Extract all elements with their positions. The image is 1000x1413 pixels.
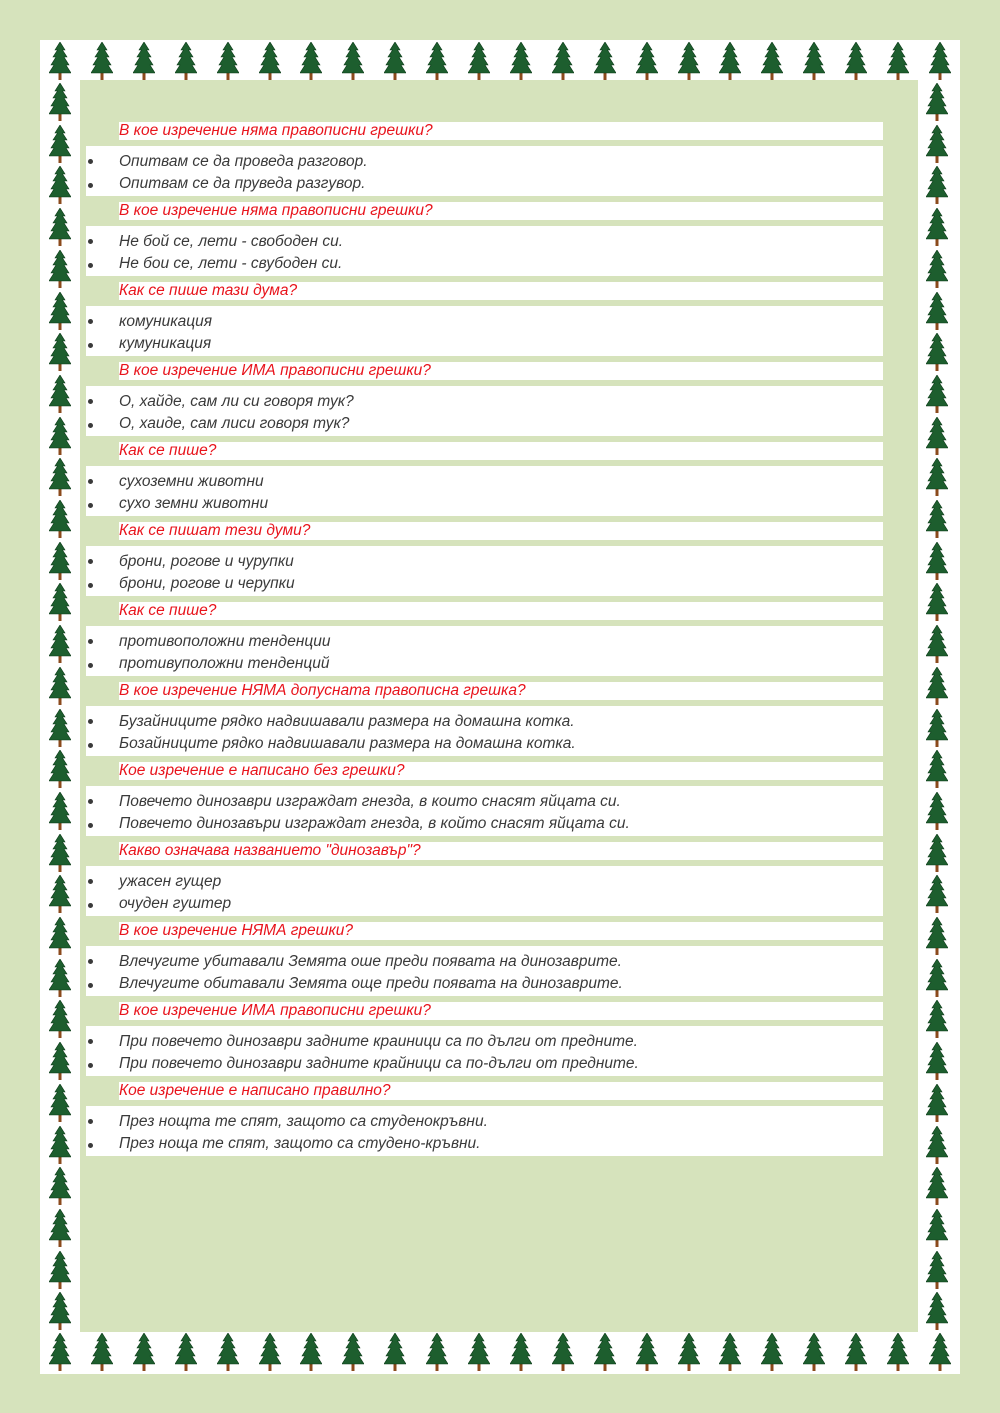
quiz-list — [86, 116, 883, 1156]
pine-tree-icon — [49, 333, 71, 371]
option-item[interactable] — [86, 811, 883, 836]
bullet-icon — [88, 183, 93, 188]
option-list — [86, 786, 883, 836]
pine-tree-icon — [49, 42, 71, 80]
pine-tree-icon — [49, 500, 71, 538]
pine-tree-icon — [468, 1333, 490, 1371]
pine-tree-icon — [926, 542, 948, 580]
pine-tree-icon — [552, 42, 574, 80]
pine-tree-icon — [926, 1167, 948, 1205]
bullet-icon — [88, 663, 93, 668]
pine-tree-icon — [49, 1292, 71, 1330]
question — [86, 516, 883, 546]
pine-tree-icon — [719, 1333, 741, 1371]
question — [86, 756, 883, 786]
pine-tree-icon — [926, 1126, 948, 1164]
pine-tree-icon — [761, 1333, 783, 1371]
pine-tree-icon — [49, 292, 71, 330]
pine-tree-icon — [49, 250, 71, 288]
option-list — [86, 226, 883, 276]
option-item[interactable] — [86, 411, 883, 436]
question — [86, 996, 883, 1026]
pine-tree-icon — [926, 583, 948, 621]
pine-tree-icon — [49, 750, 71, 788]
option-text: Бузайниците рядко надвишавали размера на домашна котка. — [119, 713, 575, 730]
pine-tree-icon — [133, 1333, 155, 1371]
bullet-icon — [88, 263, 93, 268]
pine-tree-icon — [926, 208, 948, 246]
pine-tree-icon — [49, 1084, 71, 1122]
option-list — [86, 1106, 883, 1156]
pine-tree-icon — [926, 1000, 948, 1038]
pine-tree-icon — [926, 166, 948, 204]
question-text: Как се пише тази дума? — [119, 282, 883, 300]
bullet-icon — [88, 239, 93, 244]
pine-tree-icon — [926, 292, 948, 330]
option-text: Повечето динозавъри изграждат гнезда, в който снасят яйцата си. — [119, 814, 630, 832]
question-text: В кое изречение няма правописни грешки? — [119, 202, 883, 220]
pine-tree-icon — [926, 750, 948, 788]
pine-tree-icon — [552, 1333, 574, 1371]
option-item[interactable] — [86, 251, 883, 276]
pine-tree-icon — [926, 1084, 948, 1122]
option-text: комуникация — [119, 313, 212, 330]
pine-tree-icon — [49, 834, 71, 872]
bullet-icon — [88, 423, 93, 428]
pine-tree-icon — [678, 1333, 700, 1371]
pine-tree-icon — [803, 42, 825, 80]
pine-tree-icon — [49, 917, 71, 955]
option-list — [86, 546, 883, 596]
bullet-icon — [88, 583, 93, 588]
pine-tree-icon — [926, 250, 948, 288]
pine-tree-icon — [49, 166, 71, 204]
pine-tree-icon — [49, 1333, 71, 1371]
bullet-icon — [88, 1119, 93, 1124]
option-item[interactable] — [86, 891, 883, 916]
option-item[interactable] — [86, 706, 883, 731]
bullet-icon — [88, 159, 93, 164]
question — [86, 116, 883, 146]
pine-tree-icon — [49, 625, 71, 663]
pine-tree-icon — [926, 417, 948, 455]
pine-tree-icon — [426, 42, 448, 80]
pine-tree-icon — [49, 959, 71, 997]
pine-tree-icon — [259, 42, 281, 80]
bullet-icon — [88, 1063, 93, 1068]
question-text: Кое изречение е написано без грешки? — [119, 762, 883, 780]
option-text: Не бой се, лети - свободен си. — [119, 233, 344, 250]
option-item[interactable] — [86, 731, 883, 756]
option-item[interactable] — [86, 546, 883, 571]
pine-tree-icon — [926, 333, 948, 371]
pine-tree-icon — [926, 917, 948, 955]
question-text: Кое изречение е написано правилно? — [119, 1082, 883, 1100]
option-item[interactable] — [86, 491, 883, 516]
pine-tree-icon — [259, 1333, 281, 1371]
bullet-icon — [88, 903, 93, 908]
pine-tree-icon — [384, 42, 406, 80]
option-text: Опитвам се да проведа разговор. — [119, 153, 368, 170]
option-list — [86, 466, 883, 516]
question-text: Какво означава названието "динозавър"? — [119, 842, 883, 860]
option-list — [86, 946, 883, 996]
pine-tree-icon — [300, 42, 322, 80]
pine-tree-icon — [217, 1333, 239, 1371]
pine-tree-icon — [300, 1333, 322, 1371]
pine-tree-icon — [49, 1209, 71, 1247]
pine-tree-icon — [49, 1000, 71, 1038]
pine-tree-icon — [468, 42, 490, 80]
option-text: Не бои се, лети - свубоден си. — [119, 254, 343, 272]
pine-tree-icon — [926, 875, 948, 913]
pine-tree-icon — [49, 542, 71, 580]
pine-tree-icon — [175, 42, 197, 80]
question — [86, 836, 883, 866]
option-text: очуден гуштер — [119, 894, 232, 912]
pine-tree-icon — [49, 875, 71, 913]
pine-tree-icon — [49, 667, 71, 705]
pine-tree-icon — [636, 42, 658, 80]
option-item[interactable] — [86, 1106, 883, 1131]
pine-tree-icon — [49, 458, 71, 496]
question — [86, 676, 883, 706]
option-text: При повечето динозаври задните краиници са по дълги от предните. — [119, 1033, 638, 1050]
pine-tree-icon — [594, 42, 616, 80]
pine-tree-icon — [49, 375, 71, 413]
question-text: В кое изречение ИМА правописни грешки? — [119, 1002, 883, 1020]
option-list — [86, 306, 883, 356]
option-item[interactable] — [86, 171, 883, 196]
option-item[interactable] — [86, 1051, 883, 1076]
option-item[interactable] — [86, 626, 883, 651]
question-text: В кое изречение НЯМА допусната правописна грешка? — [119, 682, 883, 700]
option-item[interactable] — [86, 786, 883, 811]
option-text: Повечето динозаври изграждат гнезда, в които снасят яйцата си. — [119, 793, 621, 810]
option-text: Влечугите обитавали Земята още преди появата на динозаврите. — [119, 974, 623, 992]
pine-tree-icon — [926, 709, 948, 747]
pine-tree-icon — [49, 417, 71, 455]
pine-tree-icon — [342, 1333, 364, 1371]
bullet-icon — [88, 503, 93, 508]
bullet-icon — [88, 479, 93, 484]
option-item[interactable] — [86, 226, 883, 251]
pine-tree-icon — [845, 1333, 867, 1371]
option-item[interactable] — [86, 146, 883, 171]
bullet-icon — [88, 879, 93, 884]
option-list — [86, 706, 883, 756]
option-list — [86, 146, 883, 196]
pine-tree-icon — [926, 667, 948, 705]
pine-tree-icon — [49, 792, 71, 830]
pine-tree-icon — [510, 1333, 532, 1371]
question — [86, 276, 883, 306]
pine-tree-icon — [926, 1209, 948, 1247]
pine-tree-icon — [719, 42, 741, 80]
pine-tree-icon — [49, 1251, 71, 1289]
question — [86, 436, 883, 466]
option-text: Опитвам се да пруведа разгувор. — [119, 174, 366, 192]
option-item[interactable] — [86, 571, 883, 596]
question-text: В кое изречение няма правописни грешки? — [119, 122, 883, 140]
bullet-icon — [88, 319, 93, 324]
option-text: О, хаиде, сам лиси говоря тук? — [119, 414, 350, 432]
pine-tree-icon — [926, 500, 948, 538]
option-item[interactable] — [86, 466, 883, 491]
option-text: сухо земни животни — [119, 494, 269, 512]
option-item[interactable] — [86, 1026, 883, 1051]
option-list — [86, 1026, 883, 1076]
option-text: При повечето динозаври задните крайници са по-дълги от предните. — [119, 1054, 639, 1072]
pine-tree-icon — [217, 42, 239, 80]
bullet-icon — [88, 343, 93, 348]
pine-tree-icon — [510, 42, 532, 80]
option-text: ужасен гущер — [119, 873, 222, 890]
pine-tree-icon — [926, 375, 948, 413]
pine-tree-icon — [636, 1333, 658, 1371]
pine-tree-icon — [926, 834, 948, 872]
option-list — [86, 866, 883, 916]
option-text: О, хайде, сам ли си говоря тук? — [119, 393, 354, 410]
question-text: Как се пише? — [119, 442, 883, 460]
option-text: сухоземни животни — [119, 473, 264, 490]
option-text: брони, рогове и черупки — [119, 574, 295, 592]
bullet-icon — [88, 559, 93, 564]
question-text: Как се пише? — [119, 602, 883, 620]
option-text: Бозайниците рядко надвишавали размера на домашна котка. — [119, 734, 576, 752]
question — [86, 916, 883, 946]
pine-tree-icon — [926, 1251, 948, 1289]
pine-tree-icon — [426, 1333, 448, 1371]
pine-tree-icon — [133, 42, 155, 80]
bullet-icon — [88, 639, 93, 644]
pine-tree-icon — [342, 42, 364, 80]
question — [86, 1076, 883, 1106]
pine-tree-icon — [49, 583, 71, 621]
pine-tree-icon — [803, 1333, 825, 1371]
pine-tree-icon — [594, 1333, 616, 1371]
pine-tree-icon — [49, 709, 71, 747]
pine-tree-icon — [929, 1333, 951, 1371]
bullet-icon — [88, 399, 93, 404]
option-text: През нощта те спят, защото са студенокръвни. — [119, 1113, 488, 1130]
question — [86, 596, 883, 626]
option-item[interactable] — [86, 1131, 883, 1156]
pine-tree-icon — [926, 458, 948, 496]
pine-tree-icon — [49, 125, 71, 163]
question-text: Как се пишат тези думи? — [119, 522, 883, 540]
option-text: противуположни тенденций — [119, 654, 330, 672]
pine-tree-icon — [678, 42, 700, 80]
pine-tree-icon — [929, 42, 951, 80]
pine-tree-icon — [926, 83, 948, 121]
pine-tree-icon — [49, 1126, 71, 1164]
pine-tree-icon — [91, 42, 113, 80]
option-text: кумуникация — [119, 334, 212, 352]
option-item[interactable] — [86, 866, 883, 891]
question — [86, 356, 883, 386]
option-item[interactable] — [86, 331, 883, 356]
pine-tree-icon — [887, 1333, 909, 1371]
pine-tree-icon — [761, 42, 783, 80]
pine-tree-icon — [926, 625, 948, 663]
option-text: През ноща те спят, защото са студено-кръвни. — [119, 1134, 481, 1152]
pine-tree-icon — [887, 42, 909, 80]
bullet-icon — [88, 799, 93, 804]
pine-tree-icon — [49, 1042, 71, 1080]
question — [86, 196, 883, 226]
bullet-icon — [88, 983, 93, 988]
option-item[interactable] — [86, 651, 883, 676]
pine-tree-icon — [384, 1333, 406, 1371]
pine-tree-icon — [49, 1167, 71, 1205]
bullet-icon — [88, 743, 93, 748]
option-text: брони, рогове и чурупки — [119, 553, 294, 570]
option-list — [86, 626, 883, 676]
bullet-icon — [88, 1039, 93, 1044]
pine-tree-icon — [49, 83, 71, 121]
pine-tree-icon — [926, 1292, 948, 1330]
option-text: Влечугите убитавали Земята оше преди появата на динозаврите. — [119, 953, 622, 970]
option-item[interactable] — [86, 306, 883, 331]
option-item[interactable] — [86, 971, 883, 996]
pine-tree-icon — [926, 125, 948, 163]
bullet-icon — [88, 823, 93, 828]
question-text: В кое изречение ИМА правописни грешки? — [119, 362, 883, 380]
pine-tree-icon — [926, 1042, 948, 1080]
bullet-icon — [88, 719, 93, 724]
pine-tree-icon — [91, 1333, 113, 1371]
pine-tree-icon — [175, 1333, 197, 1371]
option-item[interactable] — [86, 946, 883, 971]
option-item[interactable] — [86, 386, 883, 411]
pine-tree-icon — [845, 42, 867, 80]
pine-tree-icon — [926, 792, 948, 830]
question-text: В кое изречение НЯМА грешки? — [119, 922, 883, 940]
option-text: противоположни тенденции — [119, 633, 331, 650]
option-list — [86, 386, 883, 436]
bullet-icon — [88, 959, 93, 964]
pine-tree-icon — [926, 959, 948, 997]
pine-tree-icon — [49, 208, 71, 246]
bullet-icon — [88, 1143, 93, 1148]
